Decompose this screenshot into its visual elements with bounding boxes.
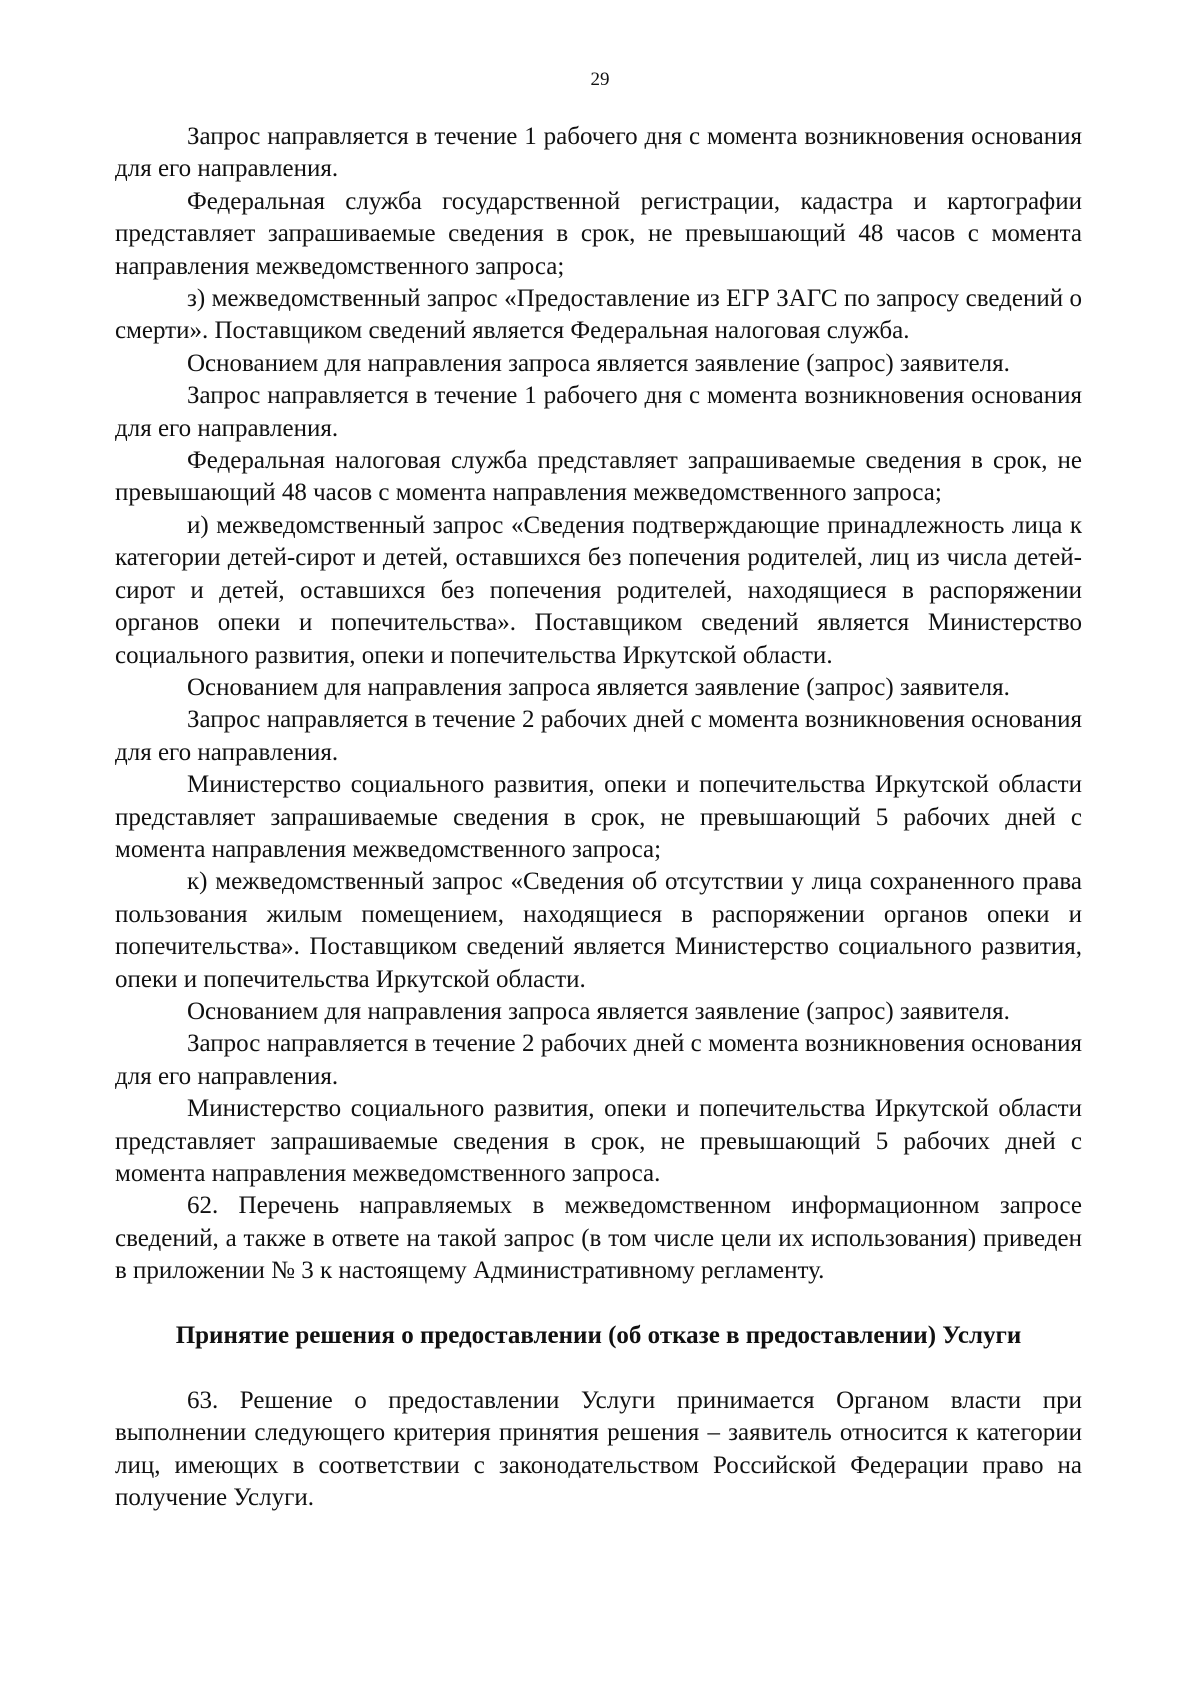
paragraph: к) межведомственный запрос «Сведения об отсутствии у лица сохраненного права пользования жилым помещением, находящиеся в распоряжении органов опеки и попечительства». Поставщиком сведений является Министерство социального развития, опеки и попечительства Иркутской области. [115,868,1082,993]
paragraph: 63. Решение о предоставлении Услуги принимается Органом власти при выполнении следующего критерия принятия решения – заявитель относится к категории лиц, имеющих в соответствии с законодательством Российской Федерации право на получение Услуги. [115,1386,1082,1512]
paragraph: Федеральная налоговая служба представляет запрашиваемые сведения в срок, не превышающий 48 часов с момента направления межведомственного запроса; [115,447,1082,507]
section-heading: Принятие решения о предоставлении (об отказе в предоставлении) Услуги [175,1322,1022,1350]
paragraph: Запрос направляется в течение 2 рабочих дней с момента возникновения основания для его направления. [115,1030,1082,1090]
paragraph: Министерство социального развития, опеки и попечительства Иркутской области представляет запрашиваемые сведения в срок, не превышающий 5 рабочих дней с момента направления межведомственного запроса; [115,771,1082,863]
paragraph: з) межведомственный запрос «Предоставление из ЕГР ЗАГС по запросу сведений о смерти». Поставщиком сведений является Федеральная налоговая служба. [115,285,1082,345]
paragraph: Федеральная служба государственной регистрации, кадастра и картографии представляет запрашиваемые сведения в срок, не превышающий 48 часов с момента направления межведомственного запроса; [115,187,1082,280]
paragraph: Запрос направляется в течение 1 рабочего дня с момента возникновения основания для его направления. [115,123,1082,183]
paragraph: Запрос направляется в течение 2 рабочих дней с момента возникновения основания для его направления. [115,706,1082,766]
paragraph: Основанием для направления запроса является заявление (запрос) заявителя. [187,673,1010,701]
paragraph: 62. Перечень направляемых в межведомственном информационном запросе сведений, а также в ответе на такой запрос (в том числе цели их использования) приведен в приложении № 3 к настоящему Административному регламенту. [115,1192,1082,1285]
page-number: 29 [590,69,610,90]
paragraph: Министерство социального развития, опеки и попечительства Иркутской области представляет запрашиваемые сведения в срок, не превышающий 5 рабочих дней с момента направления межведомственного запроса. [115,1095,1082,1187]
paragraph: Основанием для направления запроса является заявление (запрос) заявителя. [187,349,1010,377]
document-body [115,121,1082,1514]
paragraph: Запрос направляется в течение 1 рабочего дня с момента возникновения основания для его направления. [115,382,1082,442]
paragraph: и) межведомственный запрос «Сведения подтверждающие принадлежность лица к категории детей-сирот и детей, оставшихся без попечения родителей, лиц из числа детей-сирот и детей, оставшихся без попечения родителей, находящиеся в распоряжении органов опеки и попечительства». Поставщиком сведений является Министерство социального развития, опеки и попечительства Иркутской области. [115,511,1082,669]
paragraph: Основанием для направления запроса является заявление (запрос) заявителя. [187,997,1010,1025]
